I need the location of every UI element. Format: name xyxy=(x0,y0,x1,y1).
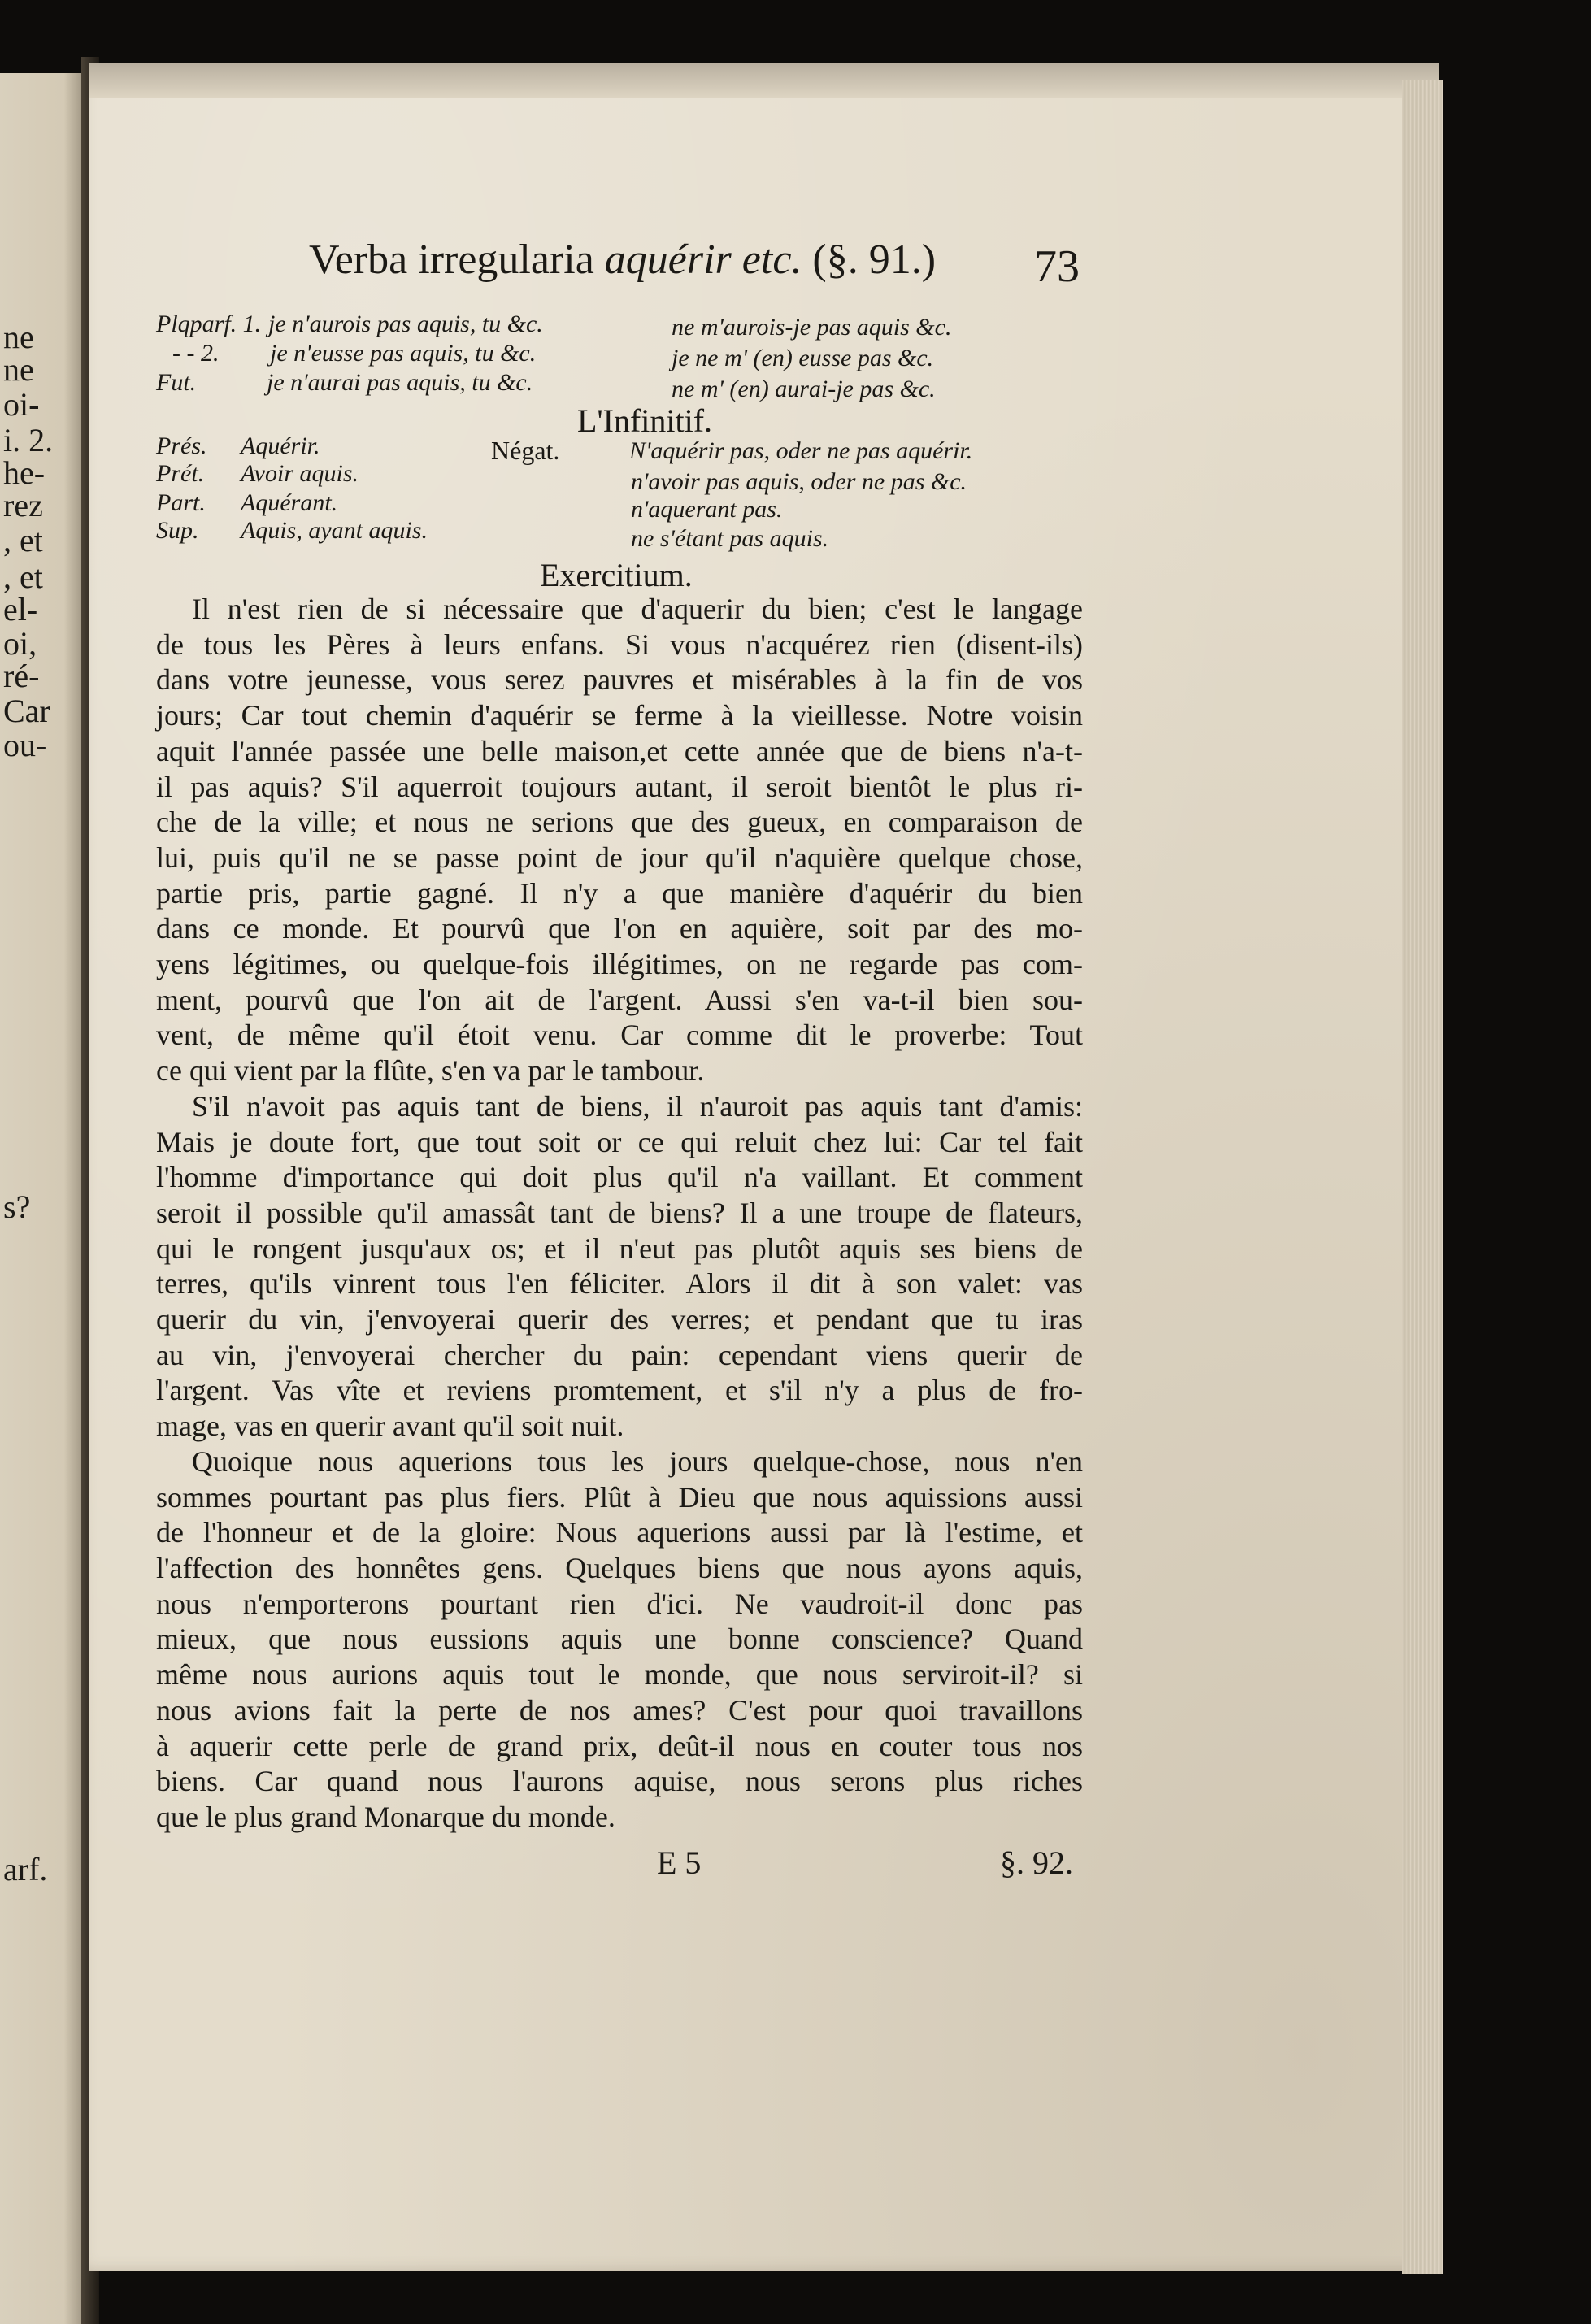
inf-label: Sup. xyxy=(156,517,199,544)
text-line: l'homme d'importance qui doit plus qu'il n'a vaillant. Et comment xyxy=(156,1161,1083,1194)
text-line: vent, de même qu'il étoit venu. Car comme dit le proverbe: Tout xyxy=(156,1019,1083,1052)
margin-fragment: ré- xyxy=(3,658,40,694)
text-line: biens. Car quand nous l'aurons aquise, nous serons plus riches xyxy=(156,1765,1083,1798)
page-top-edge xyxy=(89,63,1439,98)
margin-fragment: , et xyxy=(3,522,43,558)
margin-fragment: he- xyxy=(3,454,46,491)
text-line: Mais je doute fort, que tout soit or ce qui reluit chez lui: Car tel fait xyxy=(156,1125,1083,1158)
conj-interrog: ne m'aurois-je pas aquis &c. xyxy=(672,314,952,341)
text-line: che de la ville; et nous ne serions que des gueux, en comparaison de xyxy=(156,806,1083,839)
signature-mark: E 5 xyxy=(657,1844,702,1881)
inf-neg: N'aquérir pas, oder ne pas aquérir. xyxy=(629,437,973,464)
negat-label: Négat. xyxy=(491,436,560,465)
margin-fragment: ne xyxy=(3,351,34,388)
text-line: que le plus grand Monarque du monde. xyxy=(156,1800,615,1833)
text-line: l'affection des honnêtes gens. Quelques biens que nous ayons aquis, xyxy=(156,1551,1083,1584)
header-title-italic: aquérir etc. xyxy=(604,237,802,283)
margin-fragment: , et xyxy=(3,558,43,595)
header-section-ref: (§. 91.) xyxy=(812,237,937,283)
text-line: lui, puis qu'il ne se passe point de jour qu'il n'aquière quelque chose, xyxy=(156,841,1083,874)
margin-fragment: rez xyxy=(3,487,43,523)
margin-fragment: oi- xyxy=(3,386,40,423)
inf-label: Part. xyxy=(156,489,206,516)
inf-label: Prés. xyxy=(156,432,207,459)
text-line: querir du vin, j'envoyerai querir des verres; et pendant que tu iras xyxy=(156,1303,1083,1336)
inf-form: Aquérant. xyxy=(241,489,338,516)
margin-fragment: arf. xyxy=(3,1851,48,1887)
infinitif-heading: L'Infinitif. xyxy=(577,402,713,439)
text-line: au vin, j'envoyerai chercher du pain: cependant viens querir de xyxy=(156,1338,1083,1371)
conj-label: Plqparf. 1. xyxy=(156,311,262,337)
text-line: Il n'est rien de si nécessaire que d'aquerir du bien; c'est le langage xyxy=(192,593,1083,625)
text-line: Quoique nous aquerions tous les jours quelque-chose, nous n'en xyxy=(192,1444,1083,1478)
text-line: sommes pourtant pas plus fiers. Plût à Dieu que nous aquissions aussi xyxy=(156,1480,1083,1514)
text-line: ment, pourvû que l'on ait de l'argent. Aussi s'en va-t-il bien sou- xyxy=(156,983,1083,1016)
margin-fragment: ou- xyxy=(3,727,47,763)
conj-label: - - 2. xyxy=(172,340,220,367)
text-line: yens légitimes, ou quelque-fois illégitimes, on ne regarde pas com- xyxy=(156,948,1083,981)
paragraph xyxy=(156,1444,1083,1835)
running-header xyxy=(309,236,936,284)
text-line: nous avions fait la perte de nos ames? C'est pour quoi travaillons xyxy=(156,1693,1083,1727)
page-number: 73 xyxy=(1034,241,1080,292)
conj-affirm: je n'aurai pas aquis, tu &c. xyxy=(267,369,533,396)
text-line: seroit il possible qu'il amassât tant de biens? Il a une troupe de flateurs, xyxy=(156,1196,1083,1229)
exercise-body xyxy=(156,592,1083,1835)
margin-fragment: el- xyxy=(3,591,38,628)
header-title-prefix: Verba irregularia xyxy=(309,237,594,283)
margin-fragment: Car xyxy=(3,693,50,729)
text-line: même nous aurions aquis tout le monde, que nous serviroit-il? si xyxy=(156,1658,1083,1692)
conj-affirm: je n'eusse pas aquis, tu &c. xyxy=(270,340,537,367)
inf-neg: n'aquerant pas. xyxy=(631,496,783,523)
catchword: §. 92. xyxy=(1000,1844,1073,1881)
conj-affirm: je n'aurois pas aquis, tu &c. xyxy=(268,311,543,337)
inf-label: Prét. xyxy=(156,460,205,487)
inf-form: Aquérir. xyxy=(241,432,320,459)
text-line: ce qui vient par la flûte, s'en va par le tambour. xyxy=(156,1054,705,1088)
page-fore-edge xyxy=(1402,80,1443,2274)
text-line: de l'honneur et de la gloire: Nous aquerions aussi par là l'estime, et xyxy=(156,1516,1083,1549)
text-line: de tous les Pères à leurs enfans. Si vous n'acquérez rien (disent-ils) xyxy=(156,628,1083,661)
margin-fragment: oi, xyxy=(3,625,37,662)
inf-neg: n'avoir pas aquis, oder ne pas &c. xyxy=(631,468,967,495)
paragraph xyxy=(156,592,1083,1089)
inf-form: Avoir aquis. xyxy=(241,460,359,487)
inf-form: Aquis, ayant aquis. xyxy=(241,517,428,544)
margin-fragment: s? xyxy=(3,1188,31,1225)
text-line: S'il n'avoit pas aquis tant de biens, il n'auroit pas aquis tant d'amis: xyxy=(192,1089,1083,1123)
text-line: partie pris, partie gagné. Il n'y a que manière d'aquérir du bien xyxy=(156,876,1083,910)
text-line: jours; Car tout chemin d'aquérir se ferme à la vieillesse. Notre voisin xyxy=(156,699,1083,732)
text-line: dans votre jeunesse, vous serez pauvres et misérables à la fin de vos xyxy=(156,663,1083,697)
conj-interrog: ne m' (en) aurai-je pas &c. xyxy=(672,376,936,402)
conj-interrog: je ne m' (en) eusse pas &c. xyxy=(672,345,934,371)
text-line: l'argent. Vas vîte et reviens promtement, et s'il n'y a plus de fro- xyxy=(156,1374,1083,1407)
text-line: mage, vas en querir avant qu'il soit nuit. xyxy=(156,1410,624,1443)
text-line: à aquerir cette perle de grand prix, deût-il nous en couter tous nos xyxy=(156,1729,1083,1762)
text-line: aquit l'année passée une belle maison,et cette année que de biens n'a-t- xyxy=(156,734,1083,767)
paragraph xyxy=(156,1089,1083,1444)
inf-neg: ne s'étant pas aquis. xyxy=(631,525,829,552)
text-line: nous n'emporterons pourtant rien d'ici. Ne vaudroit-il donc pas xyxy=(156,1587,1083,1620)
text-line: qui le rongent jusqu'aux os; et il n'eut pas plutôt aquis ses biens de xyxy=(156,1232,1083,1265)
text-line: dans ce monde. Et pourvû que l'on en aquière, soit par des mo- xyxy=(156,912,1083,945)
exercitium-heading: Exercitium. xyxy=(540,557,693,593)
margin-fragment: i. 2. xyxy=(3,422,54,458)
margin-fragment: ne xyxy=(3,319,34,355)
conj-label: Fut. xyxy=(156,369,197,396)
text-line: mieux, que nous eussions aquis une bonne conscience? Quand xyxy=(156,1622,1083,1656)
text-line: il pas aquis? S'il aquerroit toujours autant, il seroit bientôt le plus ri- xyxy=(156,770,1083,803)
text-line: terres, qu'ils vinrent tous l'en féliciter. Alors il dit à son valet: vas xyxy=(156,1267,1083,1301)
